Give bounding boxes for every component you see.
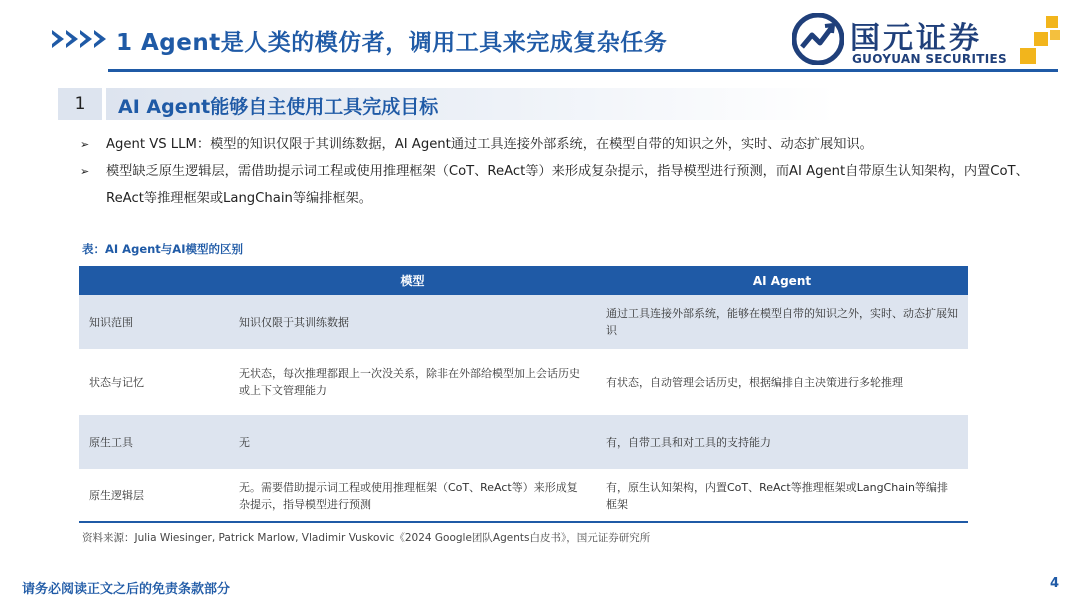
table-cell: 无状态，每次推理都跟上一次没关系，除非在外部给模型加上会话历史或上下文管理能力 <box>229 349 596 415</box>
logo-squares-icon <box>1020 16 1062 64</box>
logo-mark-icon <box>792 13 844 65</box>
table-cell-label: 知识范围 <box>79 295 229 349</box>
table-header-cell: AI Agent <box>596 266 968 295</box>
table-cell: 无。需要借助提示词工程或使用推理框架（CoT、ReAct等）来形成复杂提示，指导模型进行预测 <box>229 469 596 522</box>
slide-title: 1 Agent是人类的模仿者，调用工具来完成复杂任务 <box>116 30 668 56</box>
table-header-row <box>79 266 968 295</box>
section-title: AI Agent能够自主使用工具完成目标 <box>118 96 439 118</box>
chevron-arrows-icon <box>52 30 108 48</box>
source-note: 资料来源：Julia Wiesinger, Patrick Marlow, Vladimir Vuskovic《2024 Google团队Agents白皮书》，国元证券研究所 <box>82 532 651 544</box>
table-row <box>79 349 968 415</box>
bullet-item <box>80 158 1040 212</box>
table-cell: 无 <box>229 415 596 469</box>
bullet-text: Agent VS LLM：模型的知识仅限于其训练数据，AI Agent通过工具连接外部系统，在模型自带的知识之外，实时、动态扩展知识。 <box>106 137 873 152</box>
company-logo <box>792 10 1062 68</box>
section-number: 1 <box>58 88 102 120</box>
table-cell-label: 状态与记忆 <box>79 349 229 415</box>
bullet-text: 模型缺乏原生逻辑层，需借助提示词工程或使用推理框架（CoT、ReAct等）来形成复杂提示，指导模型进行预测，而AI Agent自带原生认知架构，内置CoT、ReAct等推理框架或LangChain等编排框架。 <box>106 164 1029 206</box>
table-cell: 有，自带工具和对工具的支持能力 <box>596 415 968 469</box>
arrow-bullet-icon: ➢ <box>80 138 90 151</box>
table-caption: 表：AI Agent与AI模型的区别 <box>82 242 243 256</box>
table-cell-label: 原生逻辑层 <box>79 469 229 522</box>
logo-chinese-name: 国元证券 <box>850 21 982 56</box>
table-cell: 通过工具连接外部系统，能够在模型自带的知识之外，实时、动态扩展知识 <box>596 295 968 349</box>
table-bottom-rule <box>79 521 968 523</box>
logo-english-name: GUOYUAN SECURITIES <box>852 52 1007 66</box>
table-row <box>79 415 968 469</box>
disclaimer-note: 请务必阅读正文之后的免责条款部分 <box>22 582 231 597</box>
page-number: 4 <box>1050 576 1060 591</box>
table-cell: 知识仅限于其训练数据 <box>229 295 596 349</box>
table-row <box>79 295 968 349</box>
bullet-item <box>80 131 1040 158</box>
table-header-cell: 模型 <box>229 266 596 295</box>
arrow-bullet-icon: ➢ <box>80 165 90 178</box>
comparison-table <box>79 266 968 522</box>
bullet-list <box>80 131 1040 212</box>
table-cell: 有状态，自动管理会话历史，根据编排自主决策进行多轮推理 <box>596 349 968 415</box>
table-row <box>79 469 968 522</box>
slide-header <box>0 0 1080 78</box>
table-cell-label: 原生工具 <box>79 415 229 469</box>
title-divider <box>108 69 1058 72</box>
table-header-cell <box>79 266 229 295</box>
table-cell: 有，原生认知架构，内置CoT、ReAct等推理框架或LangChain等编排框架 <box>596 469 968 522</box>
